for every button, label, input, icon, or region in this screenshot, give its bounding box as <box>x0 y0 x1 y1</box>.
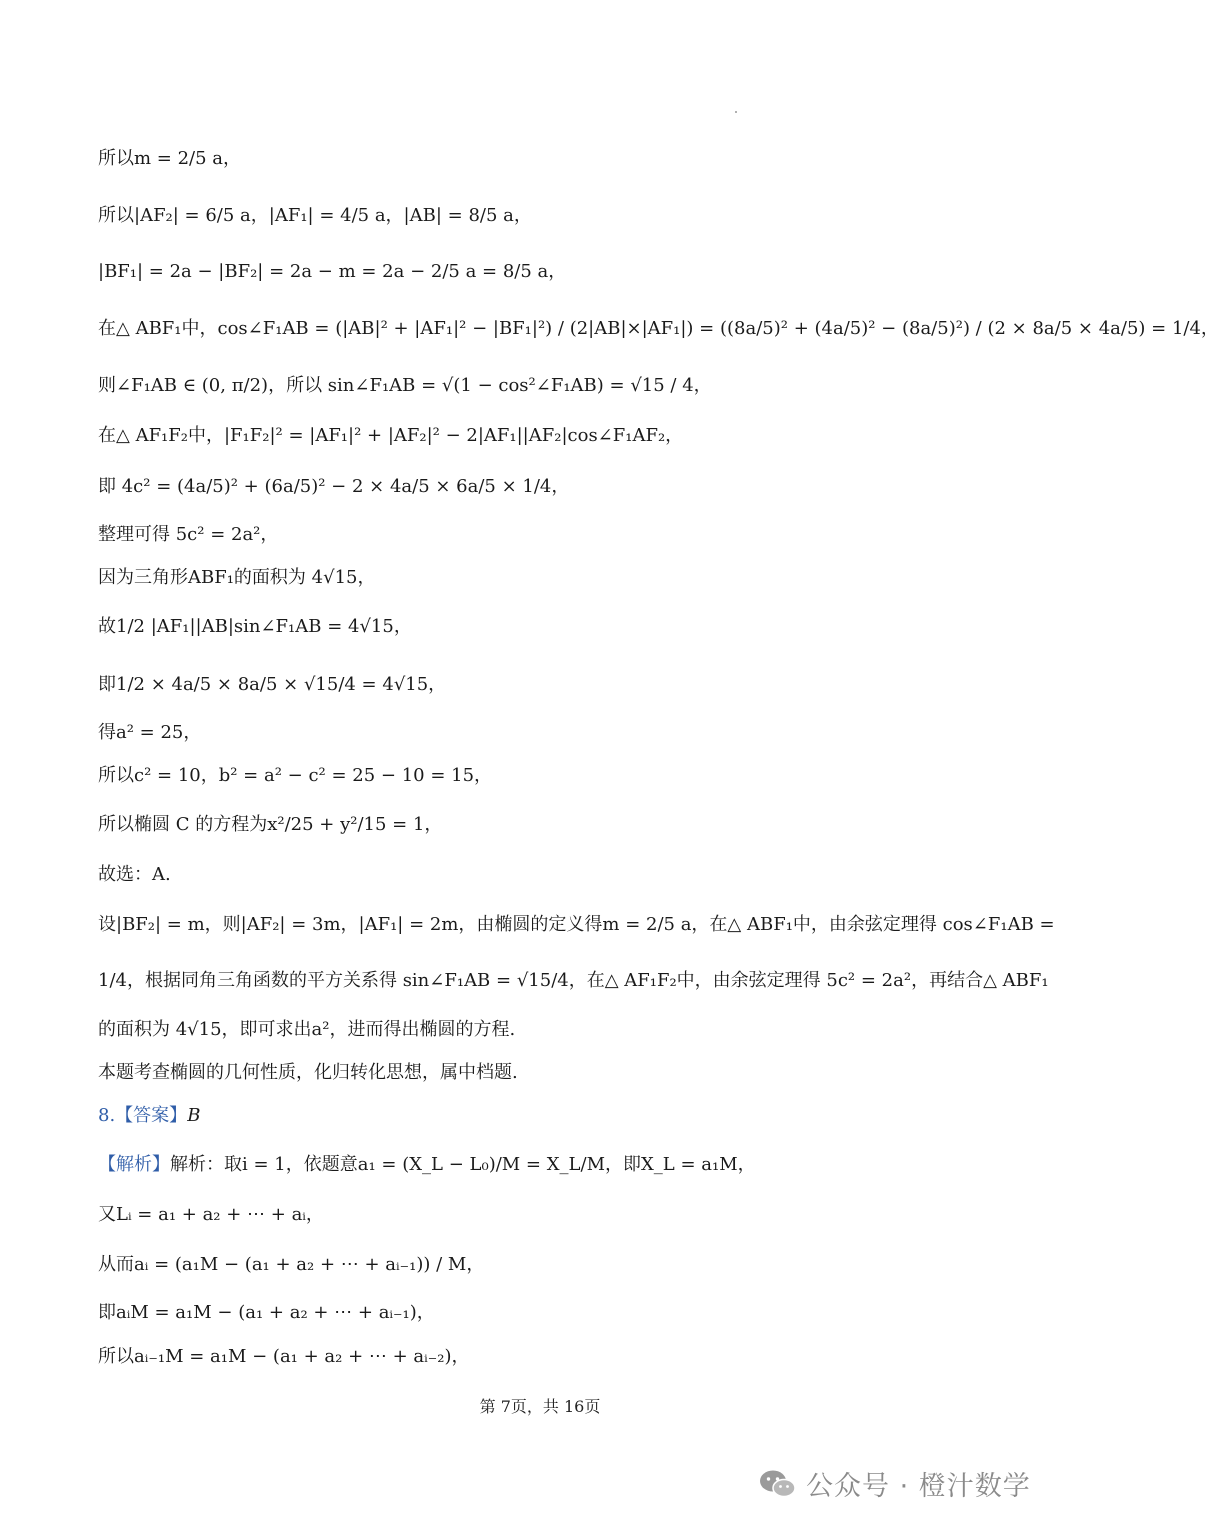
watermark <box>758 1464 1031 1503</box>
text-line: 又Lᵢ = a₁ + a₂ + ⋯ + aᵢ， <box>98 1204 324 1225</box>
text-line: 即aᵢM = a₁M − (a₁ + a₂ + ⋯ + aᵢ₋₁)， <box>98 1302 435 1323</box>
text-line: 在△ AF₁F₂中，|F₁F₂|² = |AF₁|² + |AF₂|² − 2|AF₁||AF₂|cos∠F₁AF₂， <box>98 425 684 446</box>
answer-value: B <box>187 1105 201 1126</box>
text-line: 1/4，根据同角三角函数的平方关系得 sin∠F₁AB = √15/4，在△ AF₁F₂中，由余弦定理得 5c² = 2a²，再结合△ ABF₁ <box>98 970 1049 991</box>
text-line: 所以m = 2/5 a， <box>98 148 242 169</box>
text-line: 所以aᵢ₋₁M = a₁M − (a₁ + a₂ + ⋯ + aᵢ₋₂)， <box>98 1346 470 1367</box>
text-line: 故1/2 |AF₁||AB|sin∠F₁AB = 4√15， <box>98 616 412 637</box>
text-line: 得a² = 25， <box>98 722 202 743</box>
analysis-line <box>98 1152 756 1178</box>
answer-line <box>98 1103 200 1129</box>
page-footer: 第 7页，共 16页 <box>479 1397 601 1416</box>
text-line: 即 4c² = (4a/5)² + (6a/5)² − 2 × 4a/5 × 6a/5 × 1/4， <box>98 476 570 497</box>
text-line: 设|BF₂| = m，则|AF₂| = 3m，|AF₁| = 2m，由椭圆的定义得m = 2/5 a，在△ ABF₁中，由余弦定理得 cos∠F₁AB = <box>98 914 1055 935</box>
text-line: 本题考查椭圆的几何性质，化归转化思想，属中档题. <box>98 1062 518 1083</box>
text-line: |BF₁| = 2a − |BF₂| = 2a − m = 2a − 2/5 a = 8/5 a， <box>98 261 567 282</box>
text-line: 所以|AF₂| = 6/5 a，|AF₁| = 4/5 a，|AB| = 8/5 a， <box>98 205 532 226</box>
text-line: 所以椭圆 C 的方程为x²/25 + y²/15 = 1， <box>98 814 443 835</box>
text-line: 在△ ABF₁中，cos∠F₁AB = (|AB|² + |AF₁|² − |BF₁|²) / (2|AB|×|AF₁|) = ((8a/5)² + (4a/5)² − (8a/5)²) / (2 × 8a/5 × 4a/5) = 1/4， <box>98 318 1219 339</box>
analysis-text: 解析：取i = 1，依题意a₁ = (X_L − L₀)/M = X_L/M，即X_L = a₁M， <box>170 1154 756 1175</box>
text-line: 则∠F₁AB ∈ (0, π/2)，所以 sin∠F₁AB = √(1 − cos²∠F₁AB) = √15 / 4， <box>98 375 712 396</box>
wechat-icon <box>758 1468 798 1500</box>
text-line: 所以c² = 10，b² = a² − c² = 25 − 10 = 15， <box>98 765 493 786</box>
text-line: 的面积为 4√15，即可求出a²，进而得出椭圆的方程. <box>98 1019 516 1040</box>
text-line: 即1/2 × 4a/5 × 8a/5 × √15/4 = 4√15， <box>98 674 447 695</box>
text-line: 整理可得 5c² = 2a²， <box>98 524 279 545</box>
analysis-label: 【解析】 <box>98 1154 170 1175</box>
answer-label: 8.【答案】 <box>98 1105 188 1126</box>
speck <box>735 111 737 113</box>
text-line: 从而aᵢ = (a₁M − (a₁ + a₂ + ⋯ + aᵢ₋₁)) / M， <box>98 1254 485 1275</box>
watermark-text: 公众号 · 橙汁数学 <box>806 1471 1031 1502</box>
text-line: 故选：A. <box>98 864 171 885</box>
text-line: 因为三角形ABF₁的面积为 4√15， <box>98 567 376 588</box>
